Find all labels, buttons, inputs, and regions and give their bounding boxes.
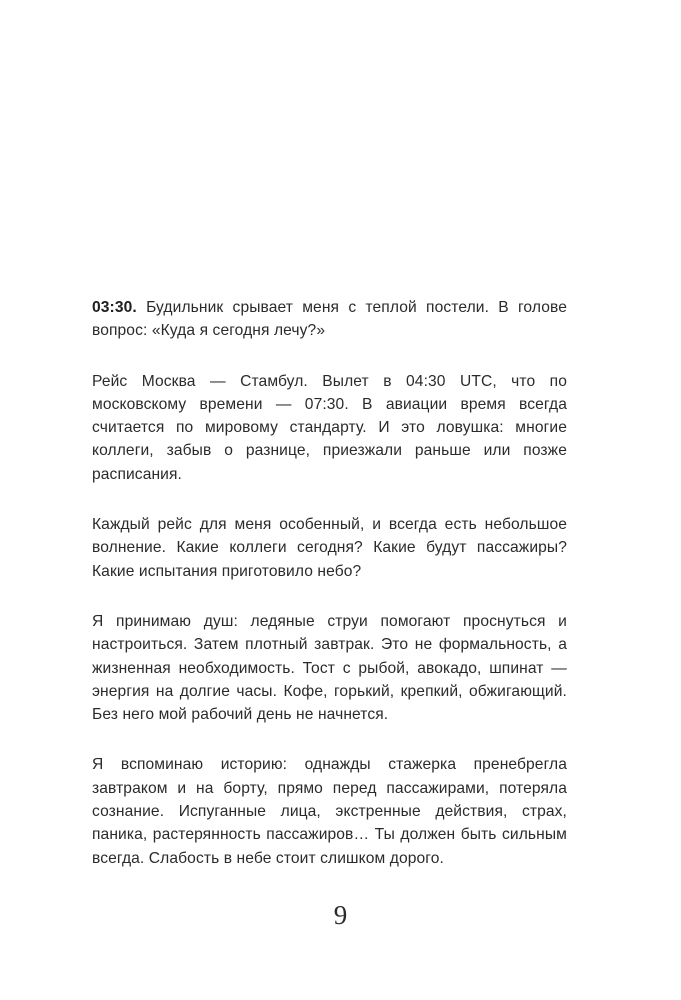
paragraph-text: Будильник срывает меня с теплой постели. В голове вопрос: «Куда я сегодня лечу?» xyxy=(92,299,567,340)
paragraph-alarm xyxy=(92,296,567,343)
time-heading: 03:30. xyxy=(92,299,137,316)
paragraph-excitement: Каждый рейс для меня особенный, и всегда есть небольшое волнение. Какие коллеги сегодня? Какие будут пассажиры? Какие испытания приготовило небо? xyxy=(92,516,567,580)
paragraph-flight: Рейс Москва — Стамбул. Вылет в 04:30 UTC, что по московскому времени — 07:30. В авиации время всегда считается по мировому стандарту. И это ловушка: многие коллеги, забыв о разнице, приезжали раньше или позже расписания. xyxy=(92,372,567,483)
page-number: 9 xyxy=(333,900,348,930)
paragraph-morning-routine: Я принимаю душ: ледяные струи помогают проснуться и настроиться. Затем плотный завтрак. Это не формальность, а жизненная необходимость. Тост с рыбой, авокадо, шпинат — энергия на долгие часы. Кофе, горький, крепкий, обжигающий. Без него мой рабочий день не начнется. xyxy=(92,612,567,724)
page-body-text xyxy=(92,296,567,870)
paragraph-story: Я вспоминаю историю: однажды стажерка пренебрегла завтраком и на борту, прямо перед пассажирами, потеряла сознание. Испуганные лица, экстренные действия, страх, паника, растерянность пассажиров… Ты должен быть сильным всегда. Слабость в небе стоит слишком дорого. xyxy=(92,756,567,867)
